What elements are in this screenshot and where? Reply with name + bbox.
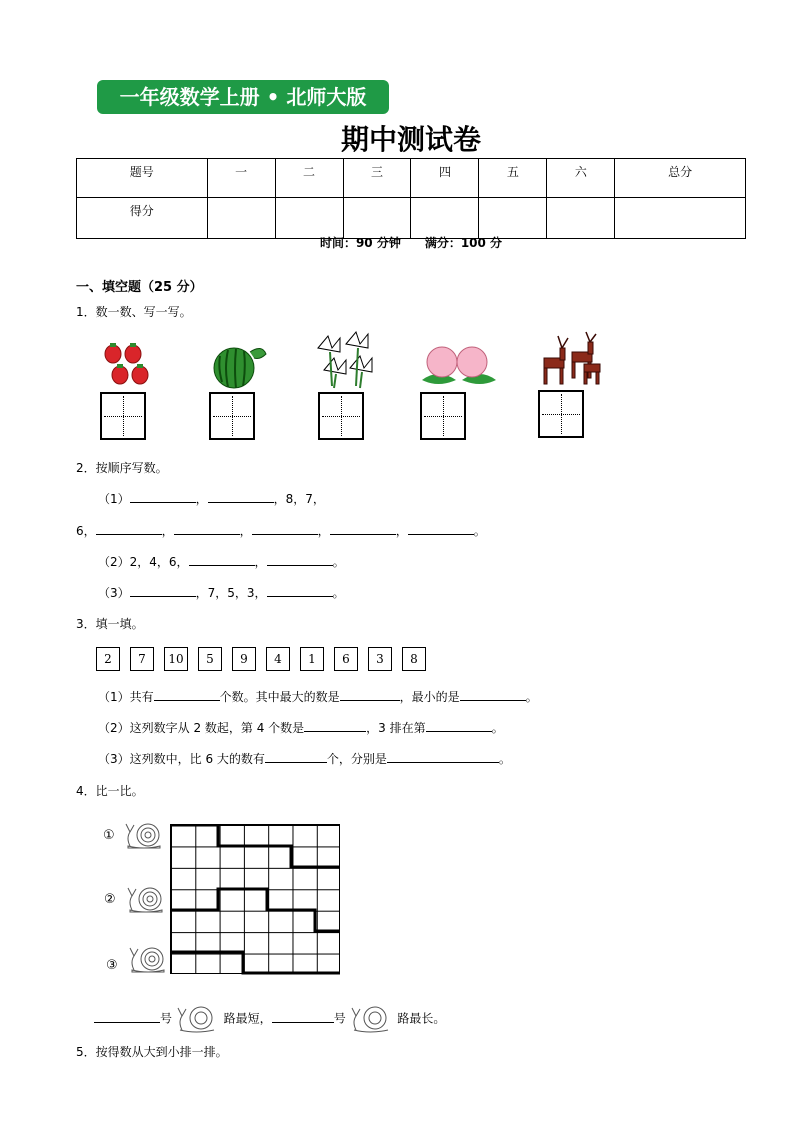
- answer-blank[interactable]: [174, 522, 240, 535]
- q2-line-1-suffix: ，8，7，: [273, 492, 325, 506]
- answer-blank[interactable]: [387, 750, 499, 763]
- score-input-cell[interactable]: [547, 198, 615, 239]
- table-cell: 二: [275, 159, 343, 198]
- question-2: 2．按顺序写数。: [76, 461, 168, 475]
- number-box: 10: [164, 647, 188, 671]
- answer-box[interactable]: [420, 392, 466, 440]
- table-row: [77, 198, 746, 239]
- snail-icon: [350, 1004, 394, 1034]
- question-1: 1．数一数、写一写。: [76, 305, 192, 319]
- q2-line-4-prefix: （3）: [98, 586, 130, 600]
- table-row: [77, 159, 746, 198]
- watermelon-icon: [210, 342, 268, 390]
- score-input-cell[interactable]: [615, 198, 746, 239]
- q4-ans-b: 路最短，: [223, 1011, 272, 1026]
- answer-blank[interactable]: [408, 522, 474, 535]
- grade-badge: 一年级数学上册 • 北师大版: [97, 80, 389, 114]
- q2-line-2: 6， ， ， ， ， 。: [76, 524, 486, 538]
- q2-line-4: [98, 584, 345, 601]
- answer-box[interactable]: [100, 392, 146, 440]
- answer-blank[interactable]: [208, 490, 274, 503]
- score-input-cell[interactable]: [207, 198, 275, 239]
- q3-sub-3-b: 个，分别是: [326, 752, 387, 766]
- snail-icon: [128, 944, 170, 976]
- table-cell: 总分: [615, 159, 746, 198]
- answer-blank[interactable]: [272, 1010, 334, 1023]
- route-3: [170, 952, 340, 973]
- number-box: 5: [198, 647, 222, 671]
- q3-sub-3-a: （3）这列数中，比 6 大的数有: [98, 752, 265, 766]
- number-box: 7: [130, 647, 154, 671]
- strawberry-icon: [100, 334, 152, 390]
- answer-box[interactable]: [538, 390, 584, 438]
- q4-answer-line: [94, 1004, 445, 1034]
- score-input-cell[interactable]: [479, 198, 547, 239]
- q2-line-3-end: 。: [332, 555, 345, 569]
- question-3: 3．填一填。: [76, 617, 144, 631]
- q3-sub-1-c: ，最小的是: [399, 690, 460, 704]
- table-cell: 题号: [77, 159, 208, 198]
- q3-sub-1-b: 个数。其中最大的数是: [219, 690, 340, 704]
- flower-icon: [310, 330, 382, 390]
- answer-blank[interactable]: [252, 522, 318, 535]
- answer-blank[interactable]: [189, 553, 255, 566]
- deer-icon: [536, 330, 608, 390]
- q3-sub-1: [98, 688, 538, 705]
- route-1: [170, 825, 340, 867]
- answer-blank[interactable]: [96, 522, 162, 535]
- answer-blank[interactable]: [460, 688, 526, 701]
- number-box: 6: [334, 647, 358, 671]
- number-box: 3: [368, 647, 392, 671]
- route-2: [170, 889, 340, 931]
- q2-line-3: （2）2，4，6， ， 。: [98, 555, 345, 569]
- route-label-2: ②: [104, 892, 116, 907]
- q2-line-4-mid: ，7，5，3，: [195, 586, 267, 600]
- score-input-cell[interactable]: [343, 198, 411, 239]
- q2-line-3-prefix: （2）2，4，6，: [98, 555, 189, 569]
- q3-sub-3-c: 。: [498, 752, 511, 766]
- number-box: 4: [266, 647, 290, 671]
- answer-blank[interactable]: [265, 750, 327, 763]
- q4-ans-d: 路最长。: [397, 1011, 446, 1026]
- table-cell: 四: [411, 159, 479, 198]
- q2-line-2-end: 。: [473, 524, 486, 538]
- route-label-1: ①: [103, 828, 115, 843]
- score-input-cell[interactable]: [275, 198, 343, 239]
- score-table: [76, 158, 746, 239]
- q3-sub-1-a: （1）共有: [98, 690, 154, 704]
- q3-sub-2: [98, 719, 504, 736]
- q4-ans-a: 号: [160, 1011, 173, 1026]
- answer-blank[interactable]: [267, 584, 333, 597]
- answer-box[interactable]: [318, 392, 364, 440]
- number-box: 8: [402, 647, 426, 671]
- snail-icon: [126, 884, 168, 916]
- q3-sub-2-c: 。: [491, 721, 504, 735]
- table-cell: 五: [479, 159, 547, 198]
- answer-blank[interactable]: [130, 490, 196, 503]
- answer-blank[interactable]: [304, 719, 366, 732]
- q2-line-4-end: 。: [332, 586, 345, 600]
- question-5: 5．按得数从大到小排一排。: [76, 1045, 228, 1059]
- answer-box[interactable]: [209, 392, 255, 440]
- peach-icon: [418, 340, 500, 390]
- table-cell: 得分: [77, 198, 208, 239]
- answer-blank[interactable]: [340, 688, 400, 701]
- table-cell: 一: [207, 159, 275, 198]
- section-heading: 一、填空题（25 分）: [76, 280, 203, 295]
- question-4: 4．比一比。: [76, 784, 144, 798]
- route-label-3: ③: [106, 958, 118, 973]
- page-title: 期中测试卷: [340, 123, 481, 156]
- table-cell: 三: [343, 159, 411, 198]
- table-cell: 六: [547, 159, 615, 198]
- q3-sub-2-a: （2）这列数字从 2 数起，第 4 个数是: [98, 721, 305, 735]
- q3-sub-1-d: 。: [525, 690, 538, 704]
- answer-blank[interactable]: [267, 553, 333, 566]
- number-box: 9: [232, 647, 256, 671]
- number-box: 2: [96, 647, 120, 671]
- snail-icon: [124, 820, 166, 852]
- number-row: [96, 647, 436, 671]
- snail-icon: [176, 1004, 220, 1034]
- answer-blank[interactable]: [330, 522, 396, 535]
- answer-blank[interactable]: [154, 688, 220, 701]
- q2-line-1: （1） ， ，8，7，: [98, 492, 325, 506]
- time-info: 时间：90 分钟 满分：100 分: [319, 236, 503, 250]
- answer-blank[interactable]: [94, 1010, 160, 1023]
- q4-ans-c: 号: [333, 1011, 346, 1026]
- answer-blank[interactable]: [426, 719, 492, 732]
- q3-sub-3: [98, 750, 511, 767]
- route-paths: [170, 824, 341, 975]
- q2-line-2-prefix: 6，: [76, 524, 96, 538]
- answer-blank[interactable]: [130, 584, 196, 597]
- score-input-cell[interactable]: [411, 198, 479, 239]
- number-box: 1: [300, 647, 324, 671]
- q2-line-1-prefix: （1）: [98, 492, 130, 506]
- q3-sub-2-b: ，3 排在第: [366, 721, 426, 735]
